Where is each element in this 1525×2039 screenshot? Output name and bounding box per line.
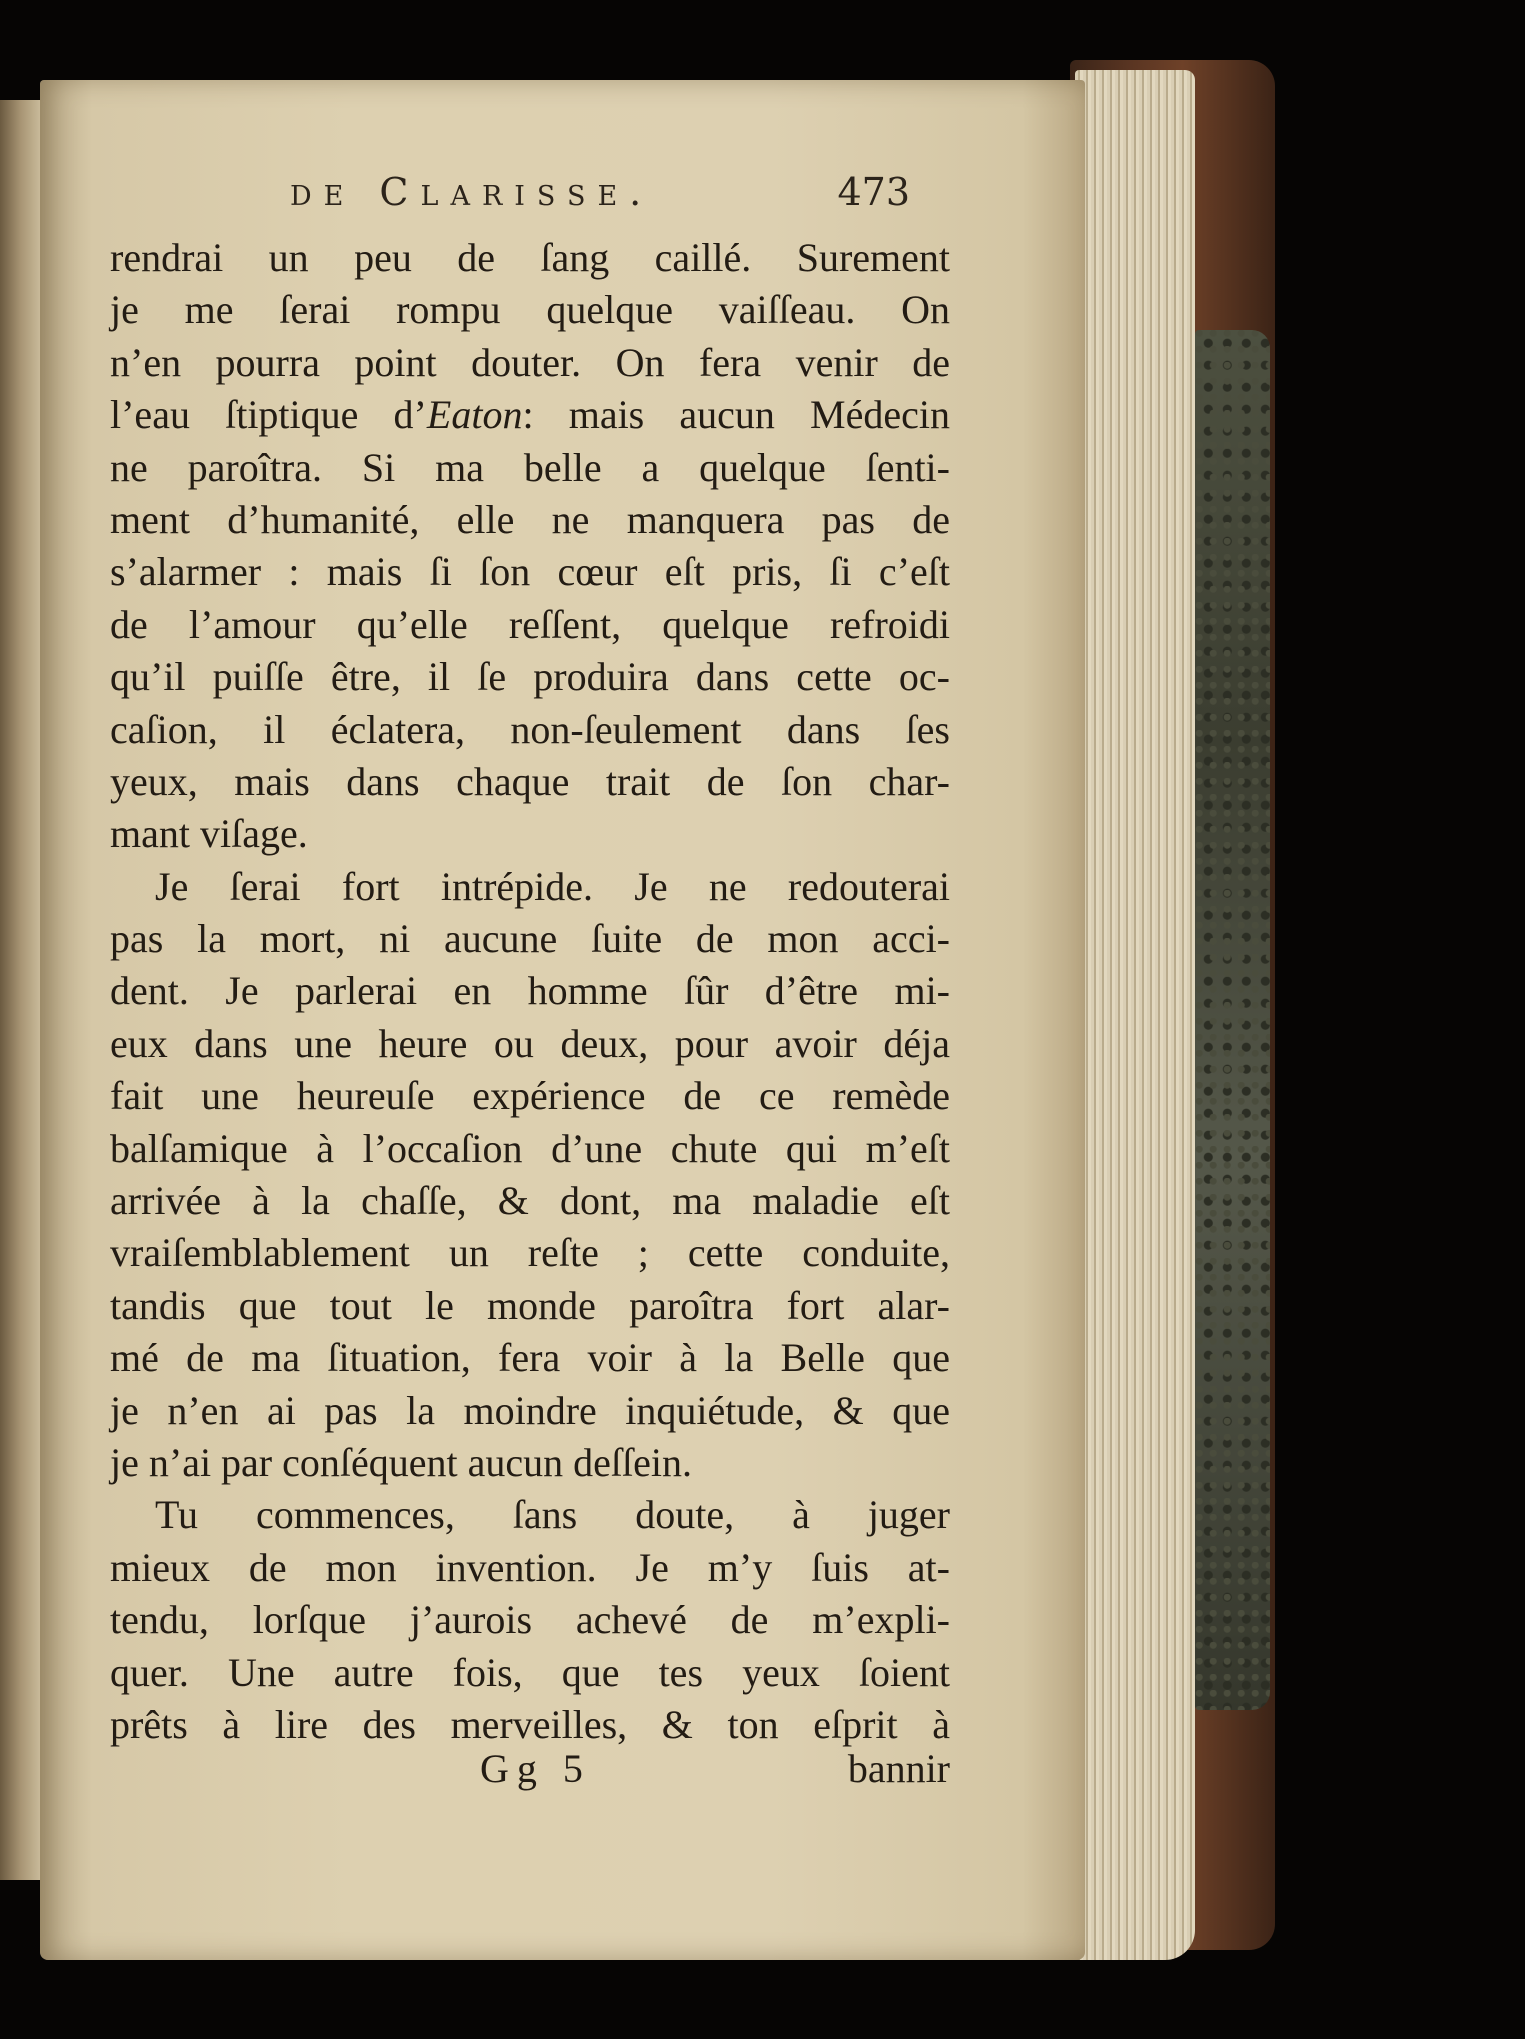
text-line-head: l’eau ſtiptique d’ xyxy=(110,392,427,438)
text-line: quer. Une autre fois, que tes yeux ſoient xyxy=(110,1649,950,1695)
italic-name: Eaton xyxy=(426,392,523,438)
catchword: bannir xyxy=(847,1746,950,1791)
signature-mark: Gg 5 xyxy=(480,1746,591,1791)
text-line: arrivée à la chaſſe, & dont, ma maladie eſt xyxy=(110,1178,950,1224)
marbled-board xyxy=(1195,330,1270,1710)
text-line: mant viſage. xyxy=(110,811,308,857)
page-header xyxy=(290,170,930,220)
text-line-tail: : mais aucun Médecin xyxy=(522,392,950,438)
text-line: s’alarmer : mais ſi ſon cœur eſt pris, ſi c’eſt xyxy=(110,549,950,595)
text-line: qu’il puiſſe être, il ſe produira dans cette oc- xyxy=(110,654,950,700)
text-line: n’en pourra point douter. On fera venir de xyxy=(110,339,950,385)
page-footer xyxy=(480,1745,950,1795)
text-line: balſamique à l’occaſion d’une chute qui m’eſt xyxy=(110,1125,950,1171)
page-number: 473 xyxy=(837,170,910,214)
text-line: tendu, lorſque j’aurois achevé de m’expli- xyxy=(110,1597,950,1643)
text-line: rendrai un peu de ſang caillé. Surement xyxy=(110,235,950,280)
text-line: caſion, il éclatera, non-ſeulement dans ſes xyxy=(110,706,950,752)
text-line: je n’en ai pas la moindre inquiétude, & que xyxy=(110,1387,950,1433)
text-line: prêts à lire des merveilles, & ton eſprit à xyxy=(110,1701,950,1747)
body-text xyxy=(110,232,950,1751)
text-line: pas la mort, ni aucune ſuite de mon acci- xyxy=(110,916,950,962)
page-edges xyxy=(1075,70,1195,1960)
text-line: je n’ai par conſéquent aucun deſſein. xyxy=(110,1439,692,1485)
text-line: yeux, mais dans chaque trait de ſon char- xyxy=(110,758,950,804)
text-line: dent. Je parlerai en homme ſûr d’être mi- xyxy=(110,968,950,1014)
text-line: fait une heureuſe expérience de ce remède xyxy=(110,1073,950,1119)
text-line: Je ſerai fort intrépide. Je ne redouterai xyxy=(155,863,950,909)
text-line: vraiſemblablement un reſte ; cette conduite, xyxy=(110,1230,950,1276)
text-line xyxy=(110,389,950,441)
text-line: je me ſerai rompu quelque vaiſſeau. On xyxy=(110,287,950,333)
running-title: de Clarisse. xyxy=(290,170,654,214)
text-line: eux dans une heure ou deux, pour avoir déja xyxy=(110,1020,950,1066)
text-line: ne paroîtra. Si ma belle a quelque ſenti- xyxy=(110,444,950,490)
text-line: ment d’humanité, elle ne manquera pas de xyxy=(110,496,950,542)
text-line: de l’amour qu’elle reſſent, quelque refroidi xyxy=(110,601,950,647)
text-line: mé de ma ſituation, fera voir à la Belle que xyxy=(110,1335,950,1381)
text-line: Tu commences, ſans doute, à juger xyxy=(155,1492,950,1538)
text-line: mieux de mon invention. Je m’y ſuis at- xyxy=(110,1544,950,1590)
text-line: tandis que tout le monde paroîtra fort alar- xyxy=(110,1282,950,1328)
